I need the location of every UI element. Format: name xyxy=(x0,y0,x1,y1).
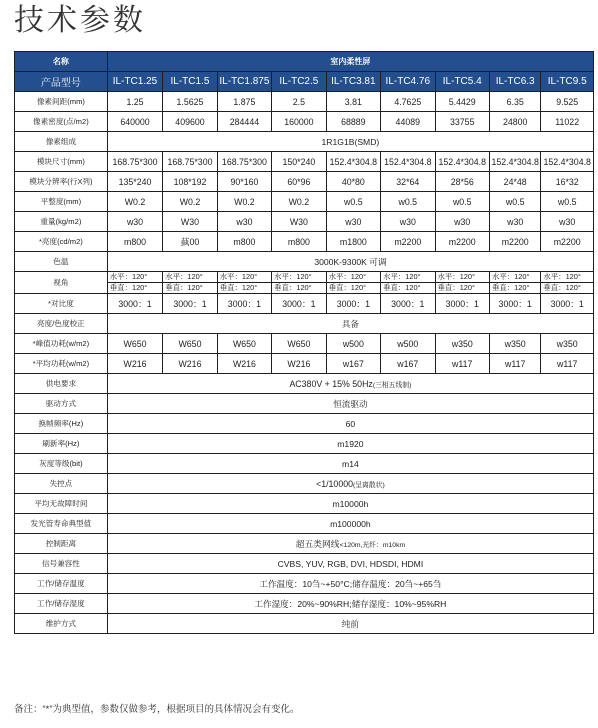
row-label: 失控点 xyxy=(15,474,108,494)
table-cell: 16*32 xyxy=(541,172,594,192)
viewing-vertical: 垂直：120° xyxy=(490,282,540,293)
table-row xyxy=(15,614,594,634)
name-header-cell: 名称 xyxy=(15,52,108,72)
merged-cell: m1920 xyxy=(107,434,593,454)
table-row xyxy=(15,494,594,514)
table-cell: 168.75*300 xyxy=(163,152,217,172)
header-row-name xyxy=(15,52,594,72)
merged-cell xyxy=(107,374,593,394)
table-row xyxy=(15,212,594,232)
merged-cell: 工作温度：10刍~+50°C;储存温度：20刍~+65刍 xyxy=(107,574,593,594)
row-label: 刷新率(Hz) xyxy=(15,434,108,454)
table-cell: 3000：1 xyxy=(381,294,435,314)
table-cell: w0.5 xyxy=(541,192,594,212)
table-cell: 168.75*300 xyxy=(107,152,162,172)
table-row xyxy=(15,334,594,354)
page-title: 技术参数 xyxy=(14,3,146,38)
viewing-vertical: 垂直：120° xyxy=(218,282,271,293)
merged-note-text: <120m,光纤：m10km xyxy=(339,542,406,549)
table-cell: 1.5625 xyxy=(163,92,217,112)
table-row xyxy=(15,574,594,594)
table-cell: 3000：1 xyxy=(217,294,271,314)
table-cell: 3000：1 xyxy=(326,294,380,314)
table-row xyxy=(15,514,594,534)
table-cell: m2200 xyxy=(381,232,435,252)
viewing-vertical: 垂直：120° xyxy=(163,282,216,293)
table-cell: 60*96 xyxy=(272,172,326,192)
table-cell: w0.5 xyxy=(326,192,380,212)
table-cell: w350 xyxy=(489,334,540,354)
table-cell: 2.5 xyxy=(272,92,326,112)
table-row xyxy=(15,232,594,252)
table-cell: W0.2 xyxy=(107,192,162,212)
category-header-cell: 室内柔性屏 xyxy=(107,52,593,72)
table-cell: 3000：1 xyxy=(541,294,594,314)
table-row xyxy=(15,252,594,272)
merged-cell: 工作湿度：20%~90%RH;储存湿度：10%~95%RH xyxy=(107,594,593,614)
table-cell: 160000 xyxy=(272,112,326,132)
table-cell: 108*192 xyxy=(163,172,217,192)
table-cell: w30 xyxy=(107,212,162,232)
viewing-vertical: 垂直：120° xyxy=(108,282,162,293)
table-cell: w500 xyxy=(326,334,380,354)
spec-table xyxy=(14,51,594,634)
table-cell: w167 xyxy=(381,354,435,374)
table-row xyxy=(15,192,594,212)
row-label: 维护方式 xyxy=(15,614,108,634)
viewing-vertical: 垂直：120° xyxy=(327,282,380,293)
table-cell: 152.4*304.8 xyxy=(381,152,435,172)
row-label: *亮度(cd/m2) xyxy=(15,232,108,252)
table-row xyxy=(15,534,594,554)
model-header-cell: IL-TC1.5 xyxy=(163,72,217,92)
row-label: 像素组成 xyxy=(15,132,108,152)
table-cell: w167 xyxy=(326,354,380,374)
merged-cell: 具备 xyxy=(107,314,593,334)
table-row xyxy=(15,132,594,152)
model-header-cell: IL-TC9.5 xyxy=(541,72,594,92)
table-cell: 409600 xyxy=(163,112,217,132)
header-row-models xyxy=(15,72,594,92)
merged-cell: m14 xyxy=(107,454,593,474)
table-cell: m2200 xyxy=(435,232,489,252)
table-cell: 24*48 xyxy=(489,172,540,192)
row-label: 工作/储存温度 xyxy=(15,574,108,594)
table-cell: W650 xyxy=(163,334,217,354)
table-cell: 3000：1 xyxy=(163,294,217,314)
table-cell: 3000：1 xyxy=(107,294,162,314)
viewing-horizontal: 水平：120° xyxy=(219,272,258,281)
merged-cell: 纯前 xyxy=(107,614,593,634)
table-row xyxy=(15,294,594,314)
table-cell: 33755 xyxy=(435,112,489,132)
merged-cell xyxy=(107,534,593,554)
table-row xyxy=(15,474,594,494)
table-cell: 90*160 xyxy=(217,172,271,192)
table-cell: 44089 xyxy=(381,112,435,132)
table-cell: 24800 xyxy=(489,112,540,132)
table-cell: 1.875 xyxy=(217,92,271,112)
viewing-horizontal: 水平：120° xyxy=(437,272,475,281)
table-cell: 28*56 xyxy=(435,172,489,192)
row-label: 工作/储存湿度 xyxy=(15,594,108,614)
table-cell: 9.525 xyxy=(541,92,594,112)
row-label: 供电要求 xyxy=(15,374,108,394)
table-cell: 284444 xyxy=(217,112,271,132)
viewing-angle-cell xyxy=(163,272,217,294)
table-cell: W650 xyxy=(107,334,162,354)
model-header-cell: IL-TC2.5 xyxy=(272,72,326,92)
table-cell: w117 xyxy=(489,354,540,374)
table-row xyxy=(15,92,594,112)
viewing-vertical: 垂直：120° xyxy=(436,282,489,293)
viewing-angle-cell xyxy=(217,272,271,294)
row-label: 模块尺寸(mm) xyxy=(15,152,108,172)
merged-note-text: (三相五线制) xyxy=(372,381,412,389)
table-cell: 3.81 xyxy=(326,92,380,112)
model-label-cell: 产品型号 xyxy=(15,72,108,92)
row-label: 控制距离 xyxy=(15,534,108,554)
table-cell: 5.4429 xyxy=(435,92,489,112)
table-cell: 40*80 xyxy=(326,172,380,192)
table-cell: w30 xyxy=(435,212,489,232)
table-cell: W0.2 xyxy=(272,192,326,212)
merged-cell: 恒流驱动 xyxy=(107,394,593,414)
table-cell: 6.35 xyxy=(489,92,540,112)
merged-main-text: 超五类网线 xyxy=(295,539,340,549)
table-row xyxy=(15,394,594,414)
viewing-angle-cell xyxy=(381,272,435,294)
table-cell: w350 xyxy=(541,334,594,354)
merged-cell: 1R1G1B(SMD) xyxy=(107,132,593,152)
row-label: 驱动方式 xyxy=(15,394,108,414)
table-cell: w30 xyxy=(217,212,271,232)
table-cell: 152.4*304.8 xyxy=(435,152,489,172)
table-cell: W0.2 xyxy=(163,192,217,212)
viewing-vertical: 垂直：120° xyxy=(541,282,593,293)
table-cell: 150*240 xyxy=(272,152,326,172)
table-cell: 1.25 xyxy=(107,92,162,112)
merged-cell: 60 xyxy=(107,414,593,434)
viewing-horizontal: 水平：120° xyxy=(383,272,421,281)
table-row xyxy=(15,374,594,394)
table-cell: w30 xyxy=(326,212,380,232)
row-label: 亮度/色度校正 xyxy=(15,314,108,334)
table-row xyxy=(15,454,594,474)
table-cell: w30 xyxy=(541,212,594,232)
merged-note-text: (呈离散状) xyxy=(353,481,385,489)
table-cell: W650 xyxy=(217,334,271,354)
row-label: 视角 xyxy=(15,272,108,294)
viewing-horizontal: 水平：120° xyxy=(543,272,581,281)
model-header-cell: IL-TC3.81 xyxy=(326,72,380,92)
viewing-angle-cell xyxy=(326,272,380,294)
table-cell: W0.2 xyxy=(217,192,271,212)
viewing-angle-cell xyxy=(489,272,540,294)
row-label: 平整度(mm) xyxy=(15,192,108,212)
table-cell: w30 xyxy=(489,212,540,232)
table-cell: 32*64 xyxy=(381,172,435,192)
table-cell: 3000：1 xyxy=(272,294,326,314)
table-cell: w0.5 xyxy=(381,192,435,212)
viewing-angle-cell xyxy=(435,272,489,294)
row-label: 信号兼容性 xyxy=(15,554,108,574)
table-cell: 3000：1 xyxy=(489,294,540,314)
table-cell: W30 xyxy=(272,212,326,232)
table-cell: w117 xyxy=(435,354,489,374)
table-cell: W216 xyxy=(107,354,162,374)
table-cell: w30 xyxy=(381,212,435,232)
table-row xyxy=(15,112,594,132)
table-cell: W216 xyxy=(163,354,217,374)
table-cell: m800 xyxy=(272,232,326,252)
viewing-vertical: 垂直：120° xyxy=(381,282,434,293)
viewing-horizontal: 水平：120° xyxy=(328,272,367,281)
viewing-horizontal: 水平：120° xyxy=(274,272,312,281)
table-cell: 蓺00 xyxy=(163,232,217,252)
table-row xyxy=(15,354,594,374)
row-label: 平均无故障时间 xyxy=(15,494,108,514)
row-label: 发光管寿命典型值 xyxy=(15,514,108,534)
merged-main-text: <1/10000 xyxy=(316,478,353,489)
table-cell: m1800 xyxy=(326,232,380,252)
table-row xyxy=(15,554,594,574)
table-cell: m800 xyxy=(217,232,271,252)
table-cell: m2200 xyxy=(489,232,540,252)
table-cell: 4.7625 xyxy=(381,92,435,112)
table-cell: w0.5 xyxy=(435,192,489,212)
table-cell: W650 xyxy=(272,334,326,354)
merged-cell: CVBS, YUV, RGB, DVI, HDSDI, HDMI xyxy=(107,554,593,574)
merged-cell xyxy=(107,474,593,494)
model-header-cell: IL-TC5.4 xyxy=(435,72,489,92)
row-label: 换帧频率(Hz) xyxy=(15,414,108,434)
merged-cell: 3000K-9300K 可调 xyxy=(107,252,593,272)
table-cell: 11022 xyxy=(541,112,594,132)
table-cell: w350 xyxy=(435,334,489,354)
viewing-vertical: 垂直：120° xyxy=(272,282,325,293)
table-cell: 152.4*304.8 xyxy=(541,152,594,172)
table-cell: 152.4*304.8 xyxy=(489,152,540,172)
model-header-cell: IL-TC1.875 xyxy=(217,72,271,92)
table-cell: w0.5 xyxy=(489,192,540,212)
table-row xyxy=(15,314,594,334)
merged-cell: m100000h xyxy=(107,514,593,534)
viewing-horizontal: 水平：120° xyxy=(109,272,148,281)
viewing-horizontal: 水平：120° xyxy=(491,272,530,281)
table-cell: w117 xyxy=(541,354,594,374)
table-cell: 640000 xyxy=(107,112,162,132)
table-cell: W30 xyxy=(163,212,217,232)
model-header-cell: IL-TC1.25 xyxy=(107,72,162,92)
table-row xyxy=(15,594,594,614)
merged-cell: m10000h xyxy=(107,494,593,514)
row-label: 像素密度(点/m2) xyxy=(15,112,108,132)
viewing-angle-cell xyxy=(272,272,326,294)
table-cell: 135*240 xyxy=(107,172,162,192)
table-row xyxy=(15,152,594,172)
table-row xyxy=(15,172,594,192)
model-header-cell: IL-TC4.76 xyxy=(381,72,435,92)
table-cell: w500 xyxy=(381,334,435,354)
viewing-angle-cell xyxy=(541,272,594,294)
table-cell: 68889 xyxy=(326,112,380,132)
row-label: 灰度等级(bit) xyxy=(15,454,108,474)
model-header-cell: IL-TC6.3 xyxy=(489,72,540,92)
table-cell: m800 xyxy=(107,232,162,252)
table-cell: 3000：1 xyxy=(435,294,489,314)
table-cell: 152.4*304.8 xyxy=(326,152,380,172)
viewing-angle-cell xyxy=(107,272,162,294)
merged-main-text: AC380V + 15% 50Hz xyxy=(289,378,373,389)
row-label: *平均功耗(w/m2) xyxy=(15,354,108,374)
row-label: 色温 xyxy=(15,252,108,272)
table-cell: 168.75*300 xyxy=(217,152,271,172)
table-row xyxy=(15,272,594,294)
table-row xyxy=(15,434,594,454)
row-label: *峰值功耗(w/m2) xyxy=(15,334,108,354)
footnote: 备注：“*”为典型值，参数仅做参考，根据项目的具体情况会有变化。 xyxy=(14,704,300,715)
row-label: *对比度 xyxy=(15,294,108,314)
table-cell: W216 xyxy=(272,354,326,374)
row-label: 像素间距(mm) xyxy=(15,92,108,112)
table-row xyxy=(15,414,594,434)
table-cell: W216 xyxy=(217,354,271,374)
row-label: 重量(kg/m2) xyxy=(15,212,108,232)
viewing-horizontal: 水平：120° xyxy=(165,272,203,281)
row-label: 模块分辨率(行X列) xyxy=(15,172,108,192)
table-cell: m2200 xyxy=(541,232,594,252)
